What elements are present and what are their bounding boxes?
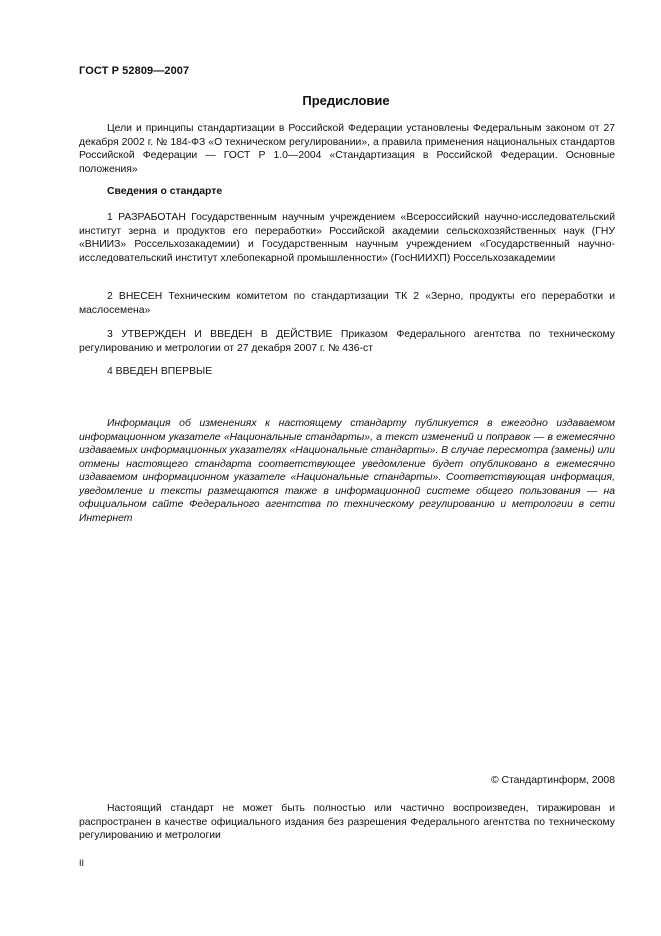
item-1-block [79, 211, 615, 265]
intro-paragraph: Цели и принципы стандартизации в Российской Федерации установлены Федеральным законом от 27 декабря 2002 г. № 184-ФЗ «О техническом регулировании», а правила применения национальных стандартов Российской Федерации — ГОСТ Р 1.0—2004 «Стандартизация в Российской Федерации. Основные положения» [79, 123, 615, 175]
document-code: ГОСТ Р 52809—2007 [79, 65, 190, 77]
notice-block [79, 417, 615, 525]
item-2-block [79, 290, 615, 317]
reproduction-notice: Настоящий стандарт не может быть полностью или частично воспроизведен, тиражирован и распространен в качестве официального издания без разрешения Федерального агентства по техническому регулированию и метрологии [79, 803, 615, 841]
item-developed: 1 РАЗРАБОТАН Государственным научным учреждением «Всероссийский научно-исследовательский институт зерна и продуктов его переработки» Российской академии сельскохозяйственных наук (ГНУ «ВНИИЗ» Россельхозакадемии) и Государственным научным учреждением «Государственный научно-исследовательский институт хлебопекарной промышленности» (ГосНИИХП) Россельхозакадемии [79, 212, 615, 264]
page-number: II [79, 858, 85, 868]
item-introduced: 2 ВНЕСЕН Техническим комитетом по стандартизации ТК 2 «Зерно, продукты его переработки и маслосемена» [79, 291, 615, 316]
amendments-notice: Информация об изменениях к настоящему стандарту публикуется в ежегодно издаваемом информационном указателе «Национальные стандарты», а текст изменений и поправок — в ежемесячно издаваемых информационных указателях «Национальные стандарты». В случае пересмотра (замены) или отмены настоящего стандарта соответствующее уведомление будет опубликовано в ежемесячно издаваемом информационном указателе «Национальные стандарты». Соответствующая информация, уведомление и тексты размещаются также в информационной системе общего пользования — на официальном сайте Федерального агентства по техническому регулированию и метрологии в сети Интернет [79, 418, 615, 524]
intro-paragraph-block [79, 122, 615, 176]
section-heading-info: Сведения о стандарте [107, 186, 223, 197]
reproduction-block [79, 802, 615, 843]
item-approved: 3 УТВЕРЖДЕН И ВВЕДЕН В ДЕЙСТВИЕ Приказом Федерального агентства по техническому регулированию и метрологии от 27 декабря 2007 г. № 436-ст [79, 329, 615, 354]
copyright-notice: © Стандартинформ, 2008 [490, 775, 615, 786]
page-title: Предисловие [302, 93, 390, 108]
item-first-introduced: 4 ВВЕДЕН ВПЕРВЫЕ [107, 366, 213, 377]
item-3-block [79, 328, 615, 355]
